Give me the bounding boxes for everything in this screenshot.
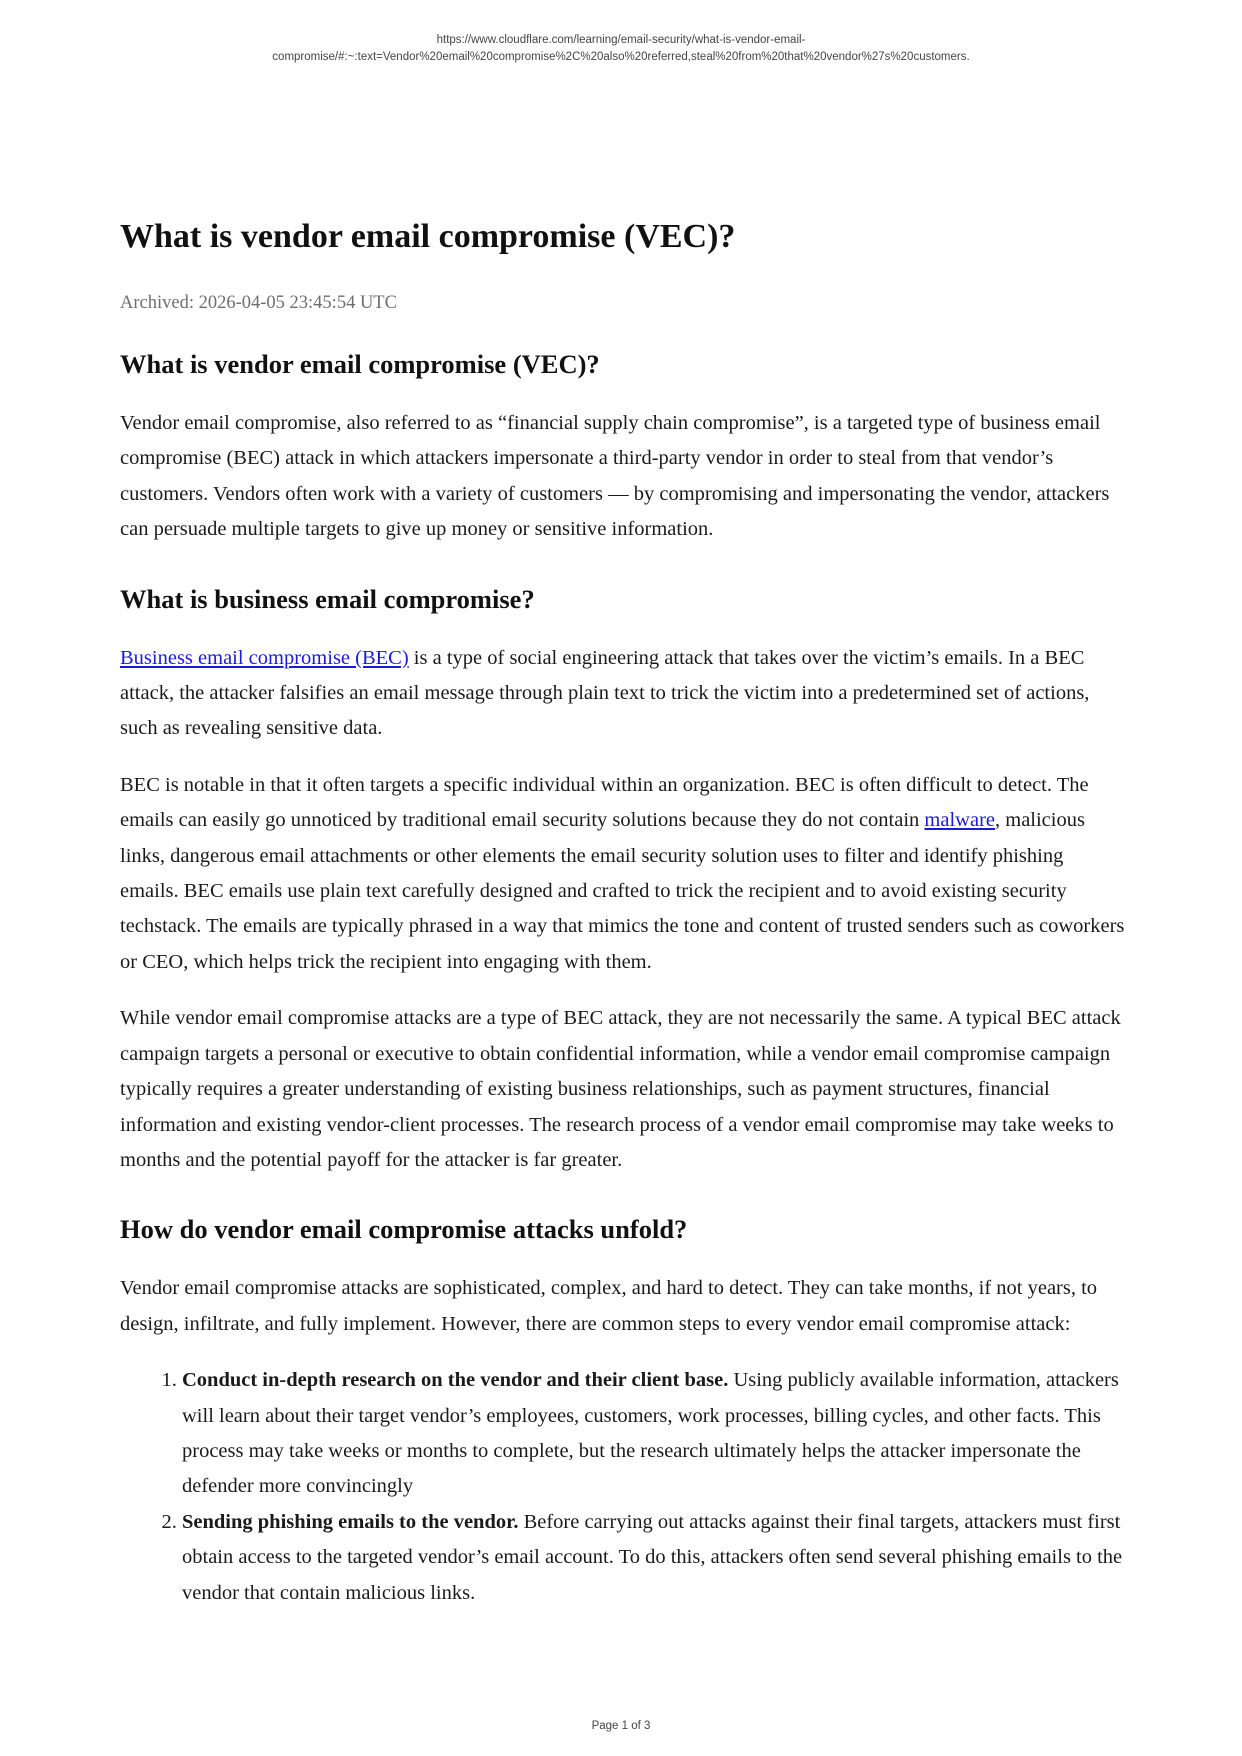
source-url-header — [0, 32, 1242, 66]
paragraph-vec-definition: Vendor email compromise, also referred to as “financial supply chain compromise”, is a targeted type of business email compromise (BEC) attack in which attackers impersonate a third-party vendor in order to steal from that vendor’s customers. Vendors often work with a variety of customers — by compromising and impersonating the vendor, attackers can persuade multiple targets to give up money or sensitive information. — [120, 412, 1110, 541]
step-text: Before carrying out attacks against their final targets, attackers must first obtain access to the targeted vendor’s email account. To do this, attackers often send several phishing emails to the vendor that contain malicious links. — [182, 1510, 1123, 1604]
bec-definition-text: is a type of social engineering attack that takes over the victim’s emails. In a BEC attack, the attacker falsifies an email message through plain text to trick the victim into a predetermined set of actions, such as revealing sensitive data. — [120, 646, 1090, 740]
attack-steps-list — [120, 1363, 1125, 1611]
archived-timestamp: Archived: 2026-04-05 23:45:54 UTC — [120, 293, 397, 313]
bec-link[interactable]: Business email compromise (BEC) — [120, 646, 409, 669]
source-url-line-1: https://www.cloudflare.com/learning/email-security/what-is-vendor-email- — [436, 34, 806, 46]
section-heading-attack-steps: How do vendor email compromise attacks unfold? — [120, 1214, 688, 1245]
article-content — [120, 212, 1125, 1611]
page-number-footer: Page 1 of 3 — [591, 1720, 651, 1732]
section-heading-bec: What is business email compromise? — [120, 583, 535, 614]
step-title: Conduct in-depth research on the vendor and their client base. — [182, 1369, 729, 1392]
malware-link[interactable]: malware — [924, 809, 995, 832]
paragraph-bec-definition — [120, 641, 1125, 747]
paragraph-attack-intro: Vendor email compromise attacks are sophisticated, complex, and hard to detect. They can take months, if not years, to design, infiltrate, and fully implement. However, there are common steps to every vendor email compromise attack: — [120, 1277, 1098, 1335]
paragraph-vec-vs-bec: While vendor email compromise attacks are a type of BEC attack, they are not necessarily the same. A typical BEC attack campaign targets a personal or executive to obtain confidential information, while a vendor email compromise campaign typically requires a greater understanding of existing business relationships, such as payment structures, financial information and existing vendor-client processes. The research process of a vendor email compromise may take weeks to months and the potential payoff for the attacker is far greater. — [120, 1007, 1121, 1171]
page-title: What is vendor email compromise (VEC)? — [120, 218, 736, 255]
bec-detection-text-start: BEC is notable in that it often targets a specific individual within an organization. BEC is often difficult to detect. The emails can easily go unnoticed by traditional email security solutions because they do not contain — [120, 773, 1089, 832]
list-item — [182, 1505, 1125, 1611]
section-heading-vec: What is vendor email compromise (VEC)? — [120, 349, 600, 379]
paragraph-bec-detection — [120, 768, 1125, 980]
bec-detection-text-end: , malicious links, dangerous email attachments or other elements the email security solution uses to filter and identify phishing emails. BEC emails use plain text carefully designed and crafted to trick the recipient and to avoid existing security techstack. The emails are typically phrased in a way that mimics the tone and content of trusted senders such as coworkers or CEO, which helps trick the recipient into engaging with them. — [120, 809, 1125, 973]
step-text: Using publicly available information, attackers will learn about their target vendor’s employees, customers, work processes, billing cycles, and other facts. This process may take weeks or months to complete, but the research ultimately helps the attacker impersonate the defender more convincingly — [182, 1369, 1119, 1498]
list-item — [182, 1363, 1125, 1505]
source-url-line-2: compromise/#:~:text=Vendor%20email%20compromise%2C%20also%20referred,steal%20from%20that%20vendor%27s%20customers. — [272, 51, 970, 63]
step-title: Sending phishing emails to the vendor. — [182, 1510, 519, 1533]
